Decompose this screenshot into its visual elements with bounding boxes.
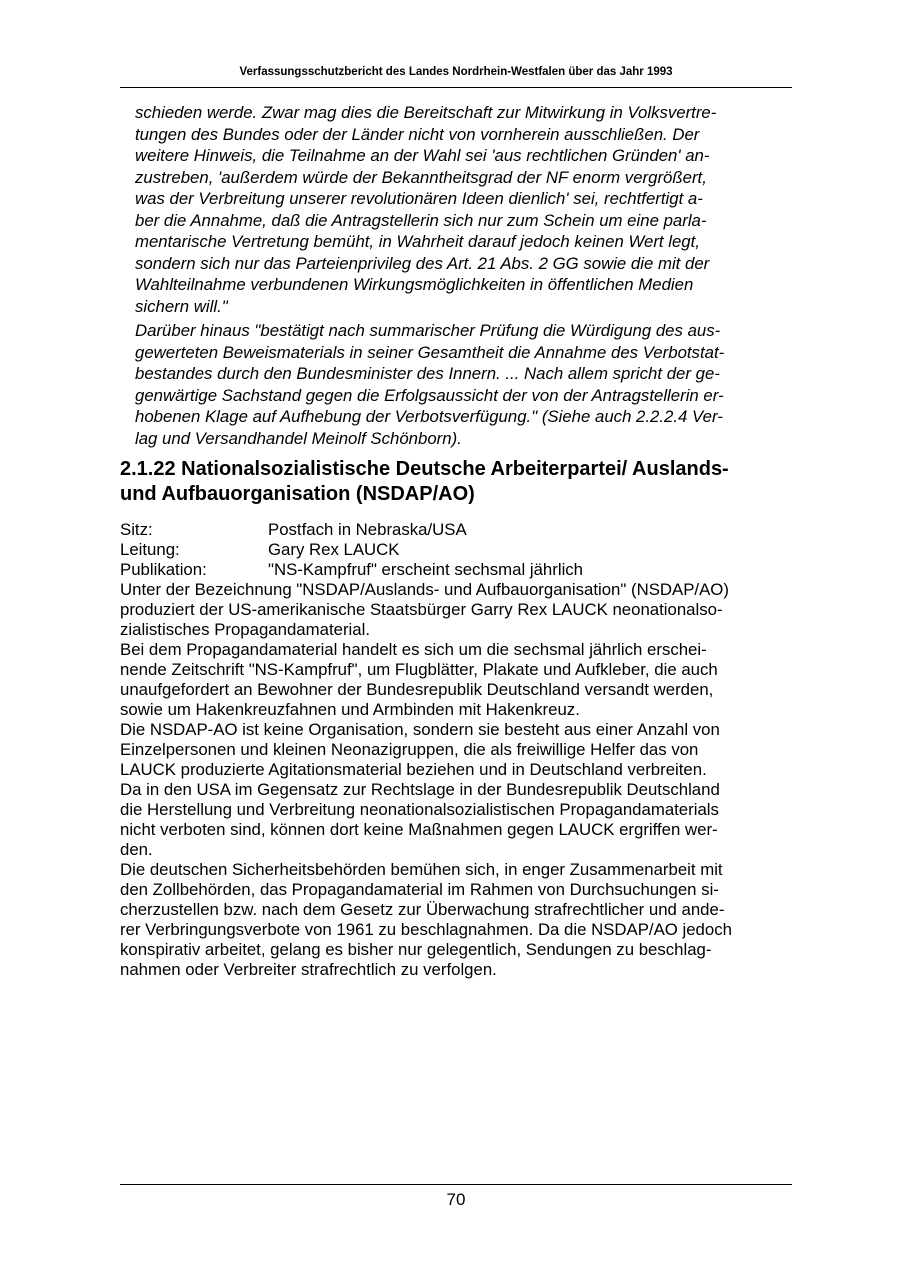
body-paragraph bbox=[120, 720, 792, 780]
text-line: cherzustellen bzw. nach dem Gesetz zur Überwachung strafrechtlicher und ande- bbox=[120, 900, 725, 919]
text-line: die Herstellung und Verbreitung neonationalsozialistischen Propagandamaterials bbox=[120, 800, 719, 819]
text-line: zustreben, 'außerdem würde der Bekanntheitsgrad der NF enorm vergrößert, bbox=[135, 167, 707, 187]
text-line: Unter der Bezeichnung "NSDAP/Auslands- und Aufbauorganisation" (NSDAP/AO) bbox=[120, 580, 729, 599]
text-line: mentarische Vertretung bemüht, in Wahrheit darauf jedoch keinen Wert legt, bbox=[135, 232, 700, 251]
text-line: ber die Annahme, daß die Antragstellerin sich nur zum Schein um eine parla- bbox=[135, 210, 707, 230]
body-paragraph bbox=[120, 580, 792, 640]
text-line: Die NSDAP-AO ist keine Organisation, sondern sie besteht aus einer Anzahl von bbox=[120, 720, 720, 739]
quote-paragraph-1 bbox=[135, 102, 775, 317]
text-line: zialistisches Propagandamaterial. bbox=[120, 620, 370, 639]
body-paragraph bbox=[120, 860, 792, 980]
text-line: Bei dem Propagandamaterial handelt es sich um die sechsmal jährlich erschei- bbox=[120, 640, 707, 659]
text-line: tungen des Bundes oder der Länder nicht von vornherein ausschließen. Der bbox=[135, 124, 700, 144]
text-line: lag und Versandhandel Meinolf Schönborn). bbox=[135, 428, 462, 448]
meta-row-sitz bbox=[120, 520, 792, 540]
text-line: Darüber hinaus "bestätigt nach summarischer Prüfung die Würdigung des aus- bbox=[135, 321, 721, 340]
text-line: was der Verbreitung unserer revolutionären Ideen dienlich' sei, rechtfertigt a- bbox=[135, 189, 703, 208]
heading-line: und Aufbauorganisation (NSDAP/AO) bbox=[120, 483, 475, 505]
text-line: Die deutschen Sicherheitsbehörden bemühen sich, in enger Zusammenarbeit mit bbox=[120, 860, 723, 879]
text-line: unaufgefordert an Bewohner der Bundesrepublik Deutschland versandt werden, bbox=[120, 680, 714, 699]
text-line: produziert der US-amerikanische Staatsbürger Garry Rex LAUCK neonationalso- bbox=[120, 600, 723, 619]
text-line: Da in den USA im Gegensatz zur Rechtslage in der Bundesrepublik Deutschland bbox=[120, 780, 720, 799]
text-line: konspirativ arbeitet, gelang es bisher nur gelegentlich, Sendungen zu beschlag- bbox=[120, 940, 712, 959]
page-number: 70 bbox=[446, 1190, 466, 1209]
meta-value: Gary Rex LAUCK bbox=[268, 540, 400, 559]
text-line: sondern sich nur das Parteienprivileg des Art. 21 Abs. 2 GG sowie die mit der bbox=[135, 253, 710, 273]
quote-paragraph-2 bbox=[135, 320, 775, 449]
meta-label: Leitung: bbox=[120, 540, 180, 559]
text-line: sichern will." bbox=[135, 296, 228, 316]
header-divider bbox=[120, 87, 792, 88]
meta-row-leitung bbox=[120, 540, 792, 560]
text-line: Wahlteilnahme verbundenen Wirkungsmöglichkeiten in öffentlichen Medien bbox=[135, 275, 694, 294]
text-line: gewerteten Beweismaterials in seiner Gesamtheit die Annahme des Verbotstat- bbox=[135, 342, 725, 362]
section-heading bbox=[120, 457, 800, 507]
text-line: weitere Hinweis, die Teilnahme an der Wahl sei 'aus rechtlichen Gründen' an- bbox=[135, 146, 710, 165]
section-body bbox=[120, 520, 792, 980]
body-paragraph bbox=[120, 640, 792, 720]
body-paragraph bbox=[120, 780, 792, 860]
text-line: nicht verboten sind, können dort keine Maßnahmen gegen LAUCK ergriffen wer- bbox=[120, 820, 718, 839]
text-line: sowie um Hakenkreuzfahnen und Armbinden mit Hakenkreuz. bbox=[120, 700, 580, 719]
meta-value: "NS-Kampfruf" erscheint sechsmal jährlich bbox=[268, 560, 584, 579]
text-line: genwärtige Sachstand gegen die Erfolgsaussicht der von der Antragstellerin er- bbox=[135, 385, 724, 405]
text-line: rer Verbringungsverbote von 1961 zu beschlagnahmen. Da die NSDAP/AO jedoch bbox=[120, 920, 732, 939]
text-line: nende Zeitschrift "NS-Kampfruf", um Flugblätter, Plakate und Aufkleber, die auch bbox=[120, 660, 718, 679]
text-line: schieden werde. Zwar mag dies die Bereitschaft zur Mitwirkung in Volksvertre- bbox=[135, 103, 717, 122]
running-header: Verfassungsschutzbericht des Landes Nordrhein-Westfalen über das Jahr 1993 bbox=[239, 66, 673, 78]
meta-row-publikation bbox=[120, 560, 792, 580]
text-line: bestandes durch den Bundesminister des Innern. ... Nach allem spricht der ge- bbox=[135, 364, 720, 383]
footer-divider bbox=[120, 1184, 792, 1185]
text-line: den. bbox=[120, 840, 153, 859]
meta-label: Sitz: bbox=[120, 520, 153, 539]
meta-value: Postfach in Nebraska/USA bbox=[268, 520, 467, 539]
text-line: Einzelpersonen und kleinen Neonazigruppen, die als freiwillige Helfer das von bbox=[120, 740, 699, 759]
text-line: hobenen Klage auf Aufhebung der Verbotsverfügung." (Siehe auch 2.2.2.4 Ver- bbox=[135, 407, 723, 426]
text-line: den Zollbehörden, das Propagandamaterial im Rahmen von Durchsuchungen si- bbox=[120, 880, 719, 899]
meta-label: Publikation: bbox=[120, 560, 207, 579]
text-line: LAUCK produzierte Agitationsmaterial beziehen und in Deutschland verbreiten. bbox=[120, 760, 707, 779]
heading-line: 2.1.22 Nationalsozialistische Deutsche Arbeiterpartei/ Auslands- bbox=[120, 458, 729, 480]
text-line: nahmen oder Verbreiter strafrechtlich zu verfolgen. bbox=[120, 960, 497, 979]
